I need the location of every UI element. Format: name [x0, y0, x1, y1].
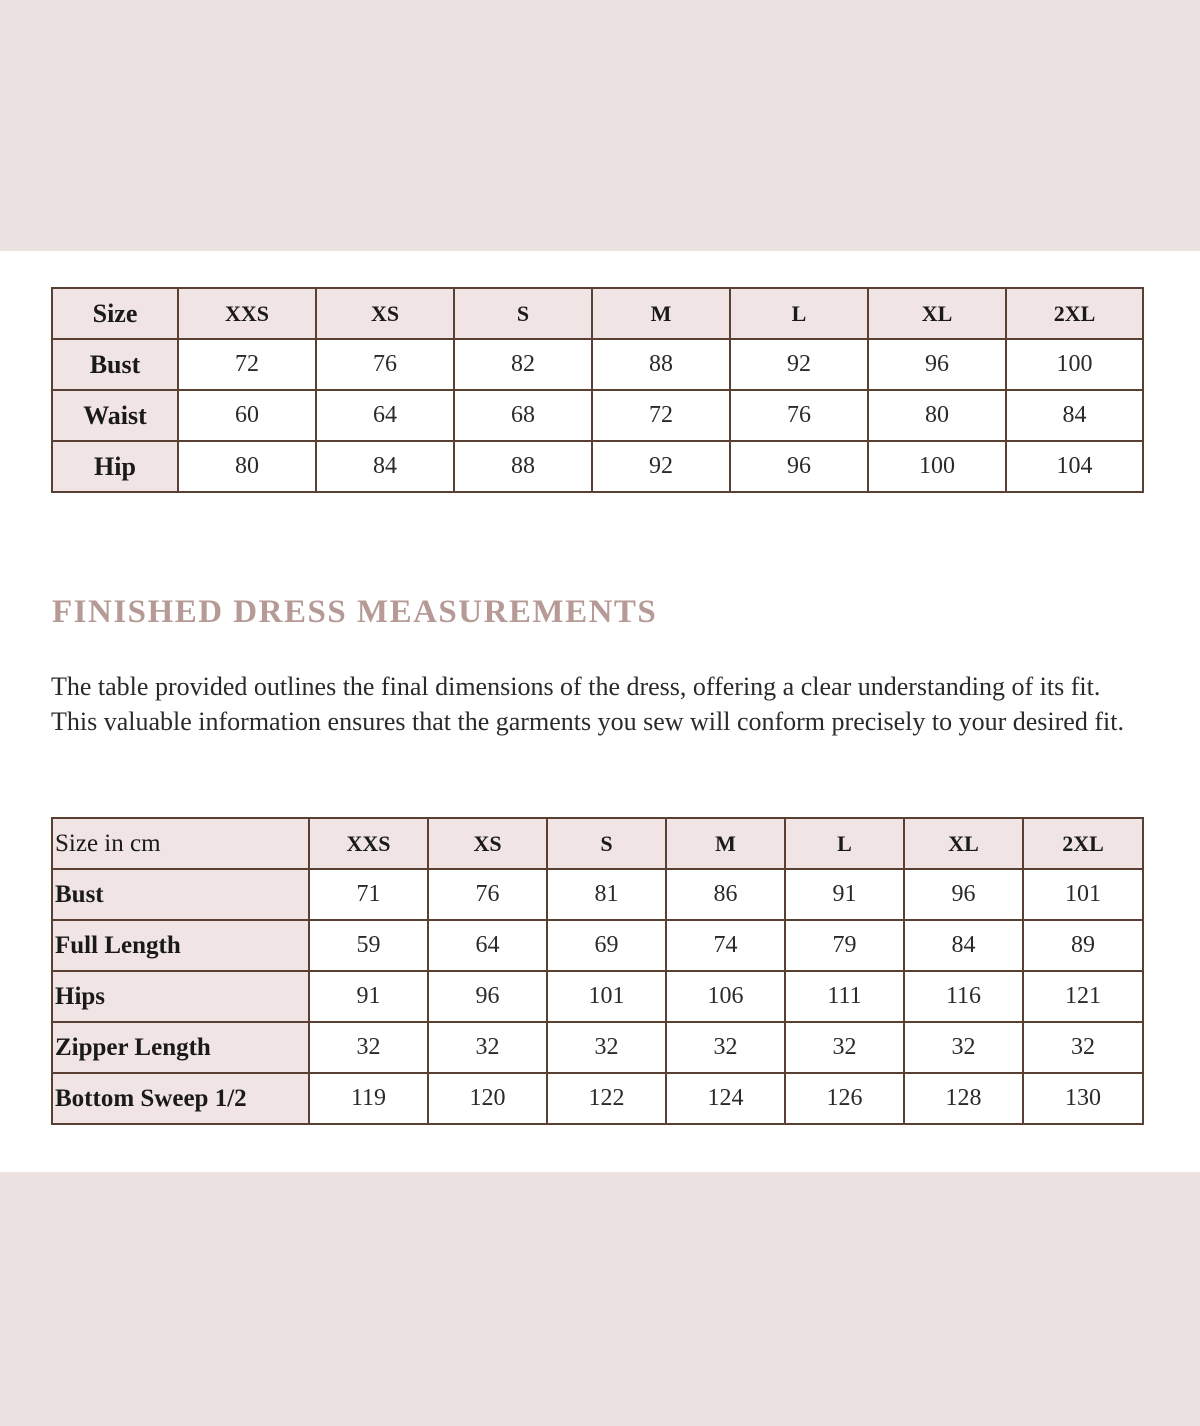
finished-cell: 121	[1023, 971, 1143, 1022]
finished-cell: 111	[785, 971, 904, 1022]
finished-cell: 69	[547, 920, 666, 971]
finished-cell: 71	[309, 869, 428, 920]
size-chart-cell: 82	[454, 339, 592, 390]
finished-cell: 32	[666, 1022, 785, 1073]
finished-cell: 84	[904, 920, 1023, 971]
size-chart-cell: 64	[316, 390, 454, 441]
finished-cell: 79	[785, 920, 904, 971]
finished-cell: 96	[904, 869, 1023, 920]
finished-header-cell: M	[666, 818, 785, 869]
finished-header-cell: XS	[428, 818, 547, 869]
size-chart-cell: 100	[1006, 339, 1143, 390]
size-chart-cell: 92	[592, 441, 730, 492]
size-chart-cell: 80	[178, 441, 316, 492]
size-chart-header-cell: M	[592, 288, 730, 339]
size-chart-header-cell: 2XL	[1006, 288, 1143, 339]
finished-cell: 81	[547, 869, 666, 920]
finished-corner-header: Size in cm	[52, 818, 309, 869]
finished-cell: 76	[428, 869, 547, 920]
finished-cell: 124	[666, 1073, 785, 1124]
finished-row-label: Hips	[52, 971, 309, 1022]
size-chart-cell: 96	[868, 339, 1006, 390]
size-chart-cell: 60	[178, 390, 316, 441]
finished-header-cell: S	[547, 818, 666, 869]
finished-cell: 116	[904, 971, 1023, 1022]
finished-row	[52, 1073, 1143, 1124]
size-chart-cell: 100	[868, 441, 1006, 492]
finished-cell: 64	[428, 920, 547, 971]
finished-cell: 59	[309, 920, 428, 971]
finished-cell: 74	[666, 920, 785, 971]
size-chart-cell: 68	[454, 390, 592, 441]
finished-cell: 126	[785, 1073, 904, 1124]
finished-cell: 32	[428, 1022, 547, 1073]
size-chart-row	[52, 441, 1143, 492]
finished-cell: 96	[428, 971, 547, 1022]
size-chart-row-label: Bust	[52, 339, 178, 390]
size-chart-cell: 104	[1006, 441, 1143, 492]
finished-cell: 89	[1023, 920, 1143, 971]
finished-cell: 86	[666, 869, 785, 920]
finished-cell: 122	[547, 1073, 666, 1124]
finished-row-label: Bottom Sweep 1/2	[52, 1073, 309, 1124]
finished-cell: 32	[785, 1022, 904, 1073]
size-chart-header-cell: S	[454, 288, 592, 339]
size-chart-header-cell: L	[730, 288, 868, 339]
section-description: The table provided outlines the final dimensions of the dress, offering a clear understanding of its fit. This valuable information ensures that the garments you sew will conform precisely to your desired fit.	[51, 672, 1124, 736]
finished-header-cell: XXS	[309, 818, 428, 869]
finished-measurements-table	[51, 817, 1144, 1125]
finished-cell: 101	[1023, 869, 1143, 920]
size-chart-cell: 80	[868, 390, 1006, 441]
finished-cell: 91	[785, 869, 904, 920]
finished-cell: 119	[309, 1073, 428, 1124]
document-page	[0, 251, 1200, 1172]
finished-cell: 120	[428, 1073, 547, 1124]
finished-header-cell: XL	[904, 818, 1023, 869]
finished-cell: 128	[904, 1073, 1023, 1124]
size-chart-row-label: Waist	[52, 390, 178, 441]
finished-row-label: Full Length	[52, 920, 309, 971]
size-chart-row-label: Hip	[52, 441, 178, 492]
size-chart-cell: 92	[730, 339, 868, 390]
size-chart-header-cell: XL	[868, 288, 1006, 339]
finished-row	[52, 920, 1143, 971]
size-chart-cell: 76	[316, 339, 454, 390]
size-chart-header-cell: XS	[316, 288, 454, 339]
size-chart-header-cell: XXS	[178, 288, 316, 339]
finished-row-label: Bust	[52, 869, 309, 920]
finished-header-cell: L	[785, 818, 904, 869]
size-chart-cell: 72	[178, 339, 316, 390]
section-title: FINISHED DRESS MEASUREMENTS	[52, 594, 658, 630]
size-chart-cell: 96	[730, 441, 868, 492]
size-chart-cell: 88	[454, 441, 592, 492]
size-chart-cell: 84	[1006, 390, 1143, 441]
finished-header-row	[52, 818, 1143, 869]
size-chart-cell: 84	[316, 441, 454, 492]
finished-row-label: Zipper Length	[52, 1022, 309, 1073]
size-chart-cell: 76	[730, 390, 868, 441]
finished-row	[52, 1022, 1143, 1073]
size-chart-cell: 72	[592, 390, 730, 441]
finished-cell: 32	[1023, 1022, 1143, 1073]
finished-cell: 106	[666, 971, 785, 1022]
finished-header-cell: 2XL	[1023, 818, 1143, 869]
size-chart-corner-header: Size	[52, 288, 178, 339]
finished-cell: 130	[1023, 1073, 1143, 1124]
size-chart-row	[52, 339, 1143, 390]
size-chart-table	[51, 287, 1144, 493]
finished-row	[52, 869, 1143, 920]
finished-cell: 32	[547, 1022, 666, 1073]
finished-cell: 91	[309, 971, 428, 1022]
finished-cell: 101	[547, 971, 666, 1022]
size-chart-row	[52, 390, 1143, 441]
size-chart-cell: 88	[592, 339, 730, 390]
finished-row	[52, 971, 1143, 1022]
size-chart-header-row	[52, 288, 1143, 339]
finished-cell: 32	[309, 1022, 428, 1073]
finished-cell: 32	[904, 1022, 1023, 1073]
